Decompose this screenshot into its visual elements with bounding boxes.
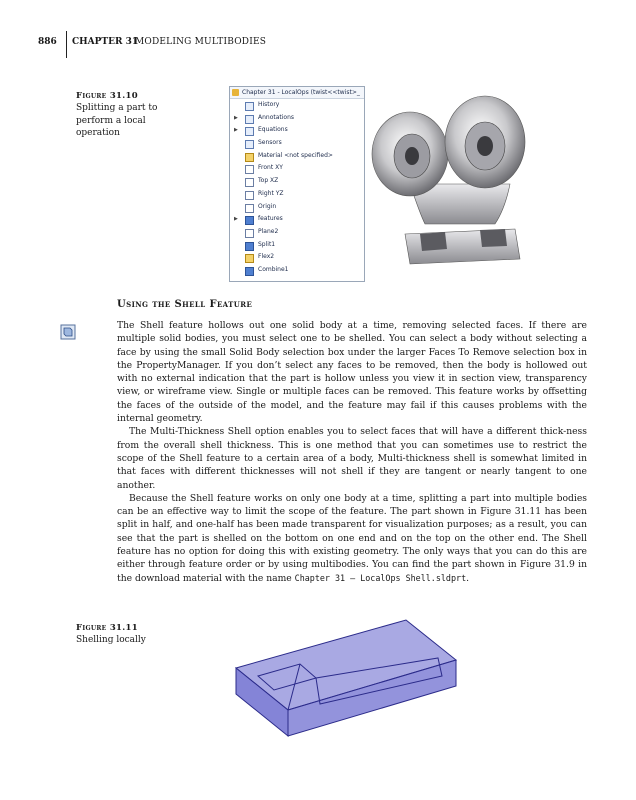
left-slot [420,232,447,251]
equations-icon [245,127,254,136]
tree-item-label: Equations [258,126,288,134]
tree-item[interactable] [230,239,364,252]
tree-item[interactable] [230,226,364,239]
paragraph-2: The Multi-Thickness Shell option enables you to select faces that will have a different thick-ness from the overall shell thickness. This is one method that you can sometimes use to restrict the scope of the Shell feature to a certain area of a body, Multi-thickness shell is somewhat limited in that faces with different thicknesses will not shell if they are tangent or nearly tangent to one another. [117,426,587,491]
expand-arrow-icon[interactable]: ▶ [234,114,238,121]
tree-item[interactable] [230,137,364,150]
chapter-title: MODELING MULTIBODIES [135,37,267,47]
tree-item-label: Annotations [258,113,295,121]
expand-arrow-icon[interactable]: ▶ [234,216,238,223]
chapter-label: CHAPTER 31 [72,37,139,47]
paragraph-3-end: . [466,572,470,584]
combine-icon [245,267,254,276]
right-slot [480,229,507,247]
feature-manager-tree [229,86,365,282]
twisted-part-illustration [365,84,535,284]
shelled-block-illustration [228,610,468,760]
plane-icon [245,191,254,200]
plane-icon [245,165,254,174]
sensors-icon [245,140,254,149]
tree-item-label: Split1 [258,240,276,248]
paragraph-3 [117,492,587,585]
plane-icon [245,178,254,187]
tree-item[interactable] [230,201,364,214]
tree-item[interactable] [230,188,364,201]
tree-item[interactable] [230,175,364,188]
tree-item-label: Top XZ [258,177,279,185]
folder-icon [245,216,254,225]
tree-item[interactable] [230,264,364,277]
split-icon [245,242,254,251]
tree-item-label: Material <not specified> [258,151,333,159]
origin-icon [245,204,254,213]
left-hole [405,147,419,165]
section-heading: Using the Shell Feature [117,299,253,310]
paragraph-1: The Shell feature hollows out one solid body at a time, removing selected faces. If there are multiple solid bodies, you must select one to be shelled. You can select a body without selecting a face by using the small Solid Body selection box under the larger Faces To Remove selection box in the PropertyManager. If you don’t select any faces to be removed, then the body is hollowed out with no external indication that the part is hollow unless you view it in section view, transparency view, or wireframe view. Single or multiple faces can be removed. This feature works by offsetting the faces of the outside of the model, and the feature may fail if this causes problems with the internal geometry. [117,320,587,425]
flex-icon [245,254,254,263]
paragraph-3-text: Because the Shell feature works on only one body at a time, splitting a part into multiple bodies can be an effective way to limit the scope of the feature. The part shown in Figure 31.11 has been split in half, and one-half has been made transparent for visualization purposes; as a result, you can see that the part is shelled on the bottom on one end and on the top on the other end. The Shell feature has no option for doing this with existing geometry. The only ways that you can do this are either through feature order or by using multibodies. You can find the part shown in Figure 31.9 in the download material with the name [117,492,587,584]
tree-item-label: History [258,101,280,108]
tree-item[interactable] [230,99,364,112]
tree-item-label: Plane2 [258,227,279,235]
page-number: 886 [38,37,57,47]
figure-31-11-caption: Shelling locally [76,635,146,645]
tree-item-label: Flex2 [258,253,275,261]
section-body [117,319,587,585]
tree-title: Chapter 31 - LocalOps (twist<<twist>_ [242,89,360,96]
header-divider [66,31,67,58]
material-icon [245,153,254,162]
tree-title-bar [230,87,364,99]
part-icon [232,89,239,96]
tree-item-label: Origin [258,202,277,210]
tree-item[interactable] [230,112,364,125]
file-name: Chapter 31 – LocalOps Shell.sldprt [294,572,467,583]
tree-item-label: Combine1 [258,265,289,273]
figure-31-10-label: Figure 31.10 [76,91,138,101]
tree-item-label: Front XY [258,164,283,172]
tree-item-label: features [258,215,283,223]
annotations-icon [245,115,254,124]
right-hole [477,136,493,156]
tree-item[interactable] [230,124,364,137]
figure-31-10-caption: Splitting a part to perform a local operation [76,103,158,138]
tree-item-label: Sensors [258,139,282,147]
tree-items [230,99,364,277]
solidbody-icon [60,324,76,340]
tree-item[interactable] [230,251,364,264]
figure-31-11-label: Figure 31.11 [76,623,138,633]
plane-icon [245,229,254,238]
tree-item-label: Right YZ [258,189,284,197]
tree-item[interactable] [230,213,364,226]
tree-item[interactable] [230,162,364,175]
history-icon [245,102,254,111]
tree-item[interactable] [230,150,364,163]
expand-arrow-icon[interactable]: ▶ [234,127,238,134]
